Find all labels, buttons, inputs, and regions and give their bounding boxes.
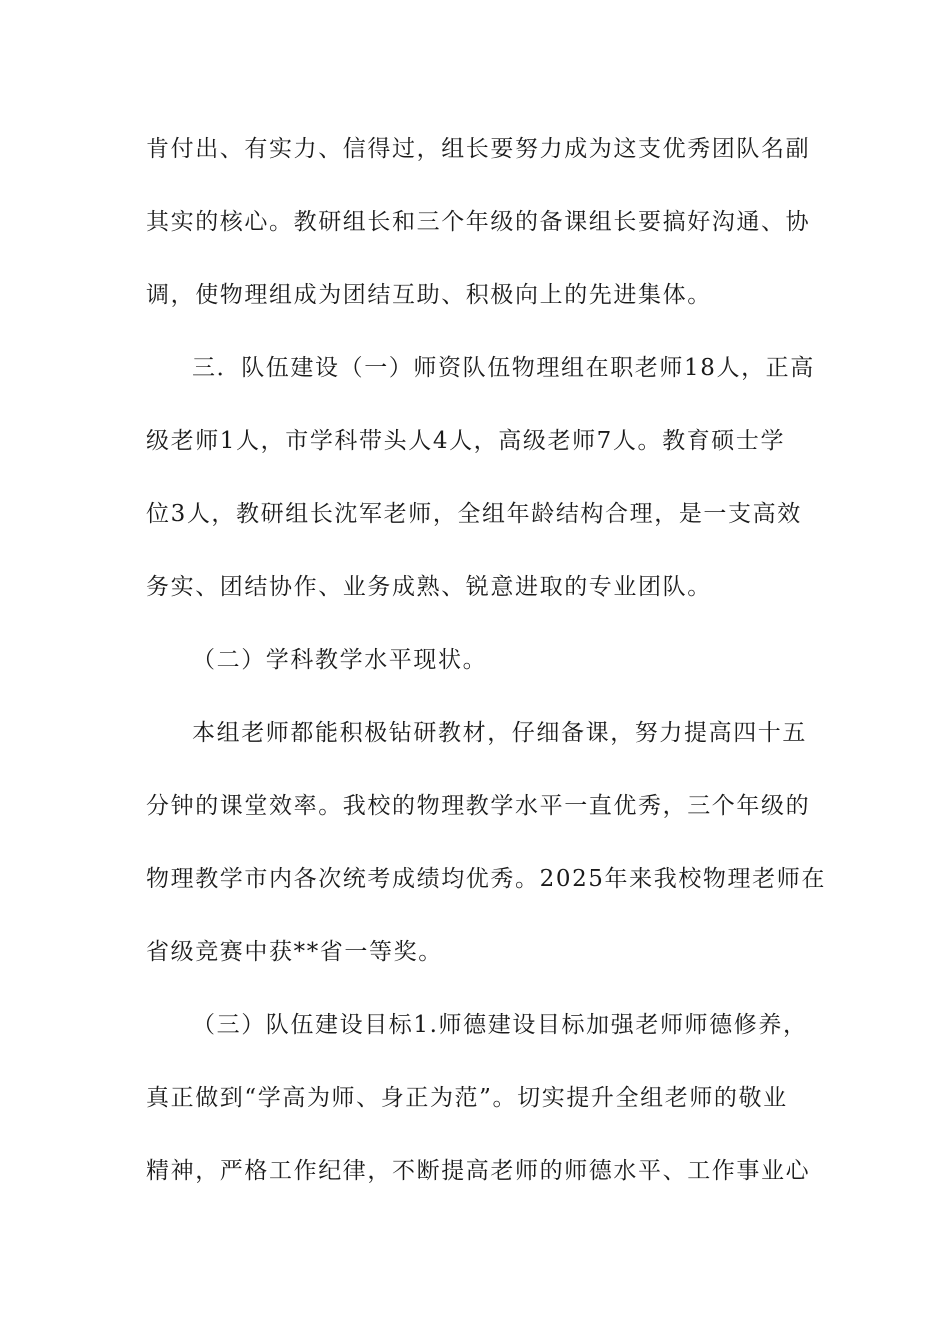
subsection-heading-line: （三）队伍建设目标1.师德建设目标加强老师师德修养，: [192, 1012, 808, 1038]
paragraph-line: 位3人，教研组长沈军老师，全组年龄结构合理，是一支高效: [146, 501, 802, 527]
document-body: [146, 126, 826, 1221]
section-heading-line: 三．队伍建设（一）师资队伍物理组在职老师18人，正高: [192, 355, 815, 381]
paragraph-line: 真正做到“学高为师、身正为范”。切实提升全组老师的敬业: [146, 1085, 788, 1111]
paragraph-line: 调，使物理组成为团结互助、积极向上的先进集体。: [146, 282, 712, 308]
paragraph-line: 分钟的课堂效率。我校的物理教学水平一直优秀，三个年级的: [146, 793, 811, 819]
paragraph-line: 级老师1人，市学科带头人4人，高级老师7人。教育硕士学: [146, 428, 786, 454]
paragraph-line: 物理教学市内各次统考成绩均优秀。2025年来我校物理老师在: [146, 866, 826, 892]
subsection-heading: （二）学科教学水平现状。: [192, 647, 488, 673]
paragraph-line: 精神，严格工作纪律，不断提高老师的师德水平、工作事业心: [146, 1158, 811, 1184]
paragraph-line: 其实的核心。教研组长和三个年级的备课组长要搞好沟通、协: [146, 209, 811, 235]
paragraph-line: 本组老师都能积极钻研教材，仔细备课，努力提高四十五: [192, 720, 807, 746]
paragraph-line: 务实、团结协作、业务成熟、锐意进取的专业团队。: [146, 574, 712, 600]
paragraph-line: 省级竞赛中获**省一等奖。: [146, 939, 443, 965]
paragraph-line: 肯付出、有实力、信得过，组长要努力成为这支优秀团队名副: [146, 136, 811, 162]
